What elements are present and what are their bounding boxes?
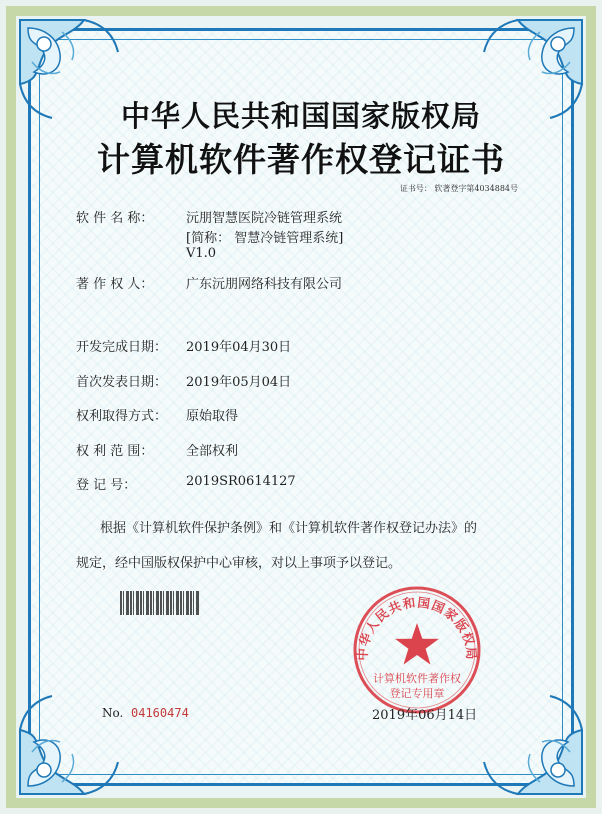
seal-line-1: 计算机软件著作权 (373, 672, 461, 685)
rights-scope-value: 全部权利 (186, 444, 239, 459)
serial-number-value: 04160474 (131, 706, 189, 720)
first-publish-value: 2019年05月04日 (186, 375, 292, 390)
registration-number-value: 2019SR0614127 (186, 474, 296, 489)
rights-method-label: 权利取得方式： (76, 409, 168, 424)
issuer-title: 中华人民共和国国家版权局 (120, 99, 481, 133)
ornament-corner-bottom-left-icon (14, 680, 134, 800)
ornament-corner-bottom-right-icon (468, 680, 588, 800)
software-version: V1.0 (186, 246, 217, 261)
official-seal-stamp (350, 583, 484, 717)
seal-line-2: 登记专用章 (389, 687, 445, 700)
software-name-label: 软 件 名 称： (76, 211, 154, 226)
issue-date: 2019年06月14日 (372, 708, 478, 723)
barcode-icon (120, 591, 200, 615)
rights-scope-label: 权 利 范 围： (76, 444, 154, 459)
first-publish-label: 首次发表日期： (76, 375, 168, 390)
copyright-holder-label: 著 作 权 人： (76, 277, 154, 292)
seal-star-icon (395, 623, 439, 665)
dev-complete-value: 2019年04月30日 (186, 340, 292, 355)
serial-number-label: No. (102, 706, 124, 720)
certificate-number: 证书号： 软著登字第4034884号 (399, 184, 518, 193)
seal-ring-text: 中华人民共和国国家版权局 (354, 594, 480, 662)
software-short-name: [简称： 智慧冷链管理系统] (186, 231, 344, 246)
software-name-value: 沅朋智慧医院冷链管理系统 (186, 211, 343, 226)
copyright-holder-value: 广东沅朋网络科技有限公司 (186, 277, 343, 292)
rights-method-value: 原始取得 (186, 409, 239, 424)
statement-line-2: 规定，经中国版权保护中心审核，对以上事项予以登记。 (76, 556, 402, 571)
certificate-title: 计算机软件著作权登记证书 (97, 140, 505, 179)
registration-number-label: 登 记 号： (76, 478, 137, 493)
dev-complete-label: 开发完成日期： (76, 340, 168, 355)
statement-line-1: 根据《计算机软件保护条例》和《计算机软件著作权登记办法》的 (100, 521, 478, 536)
